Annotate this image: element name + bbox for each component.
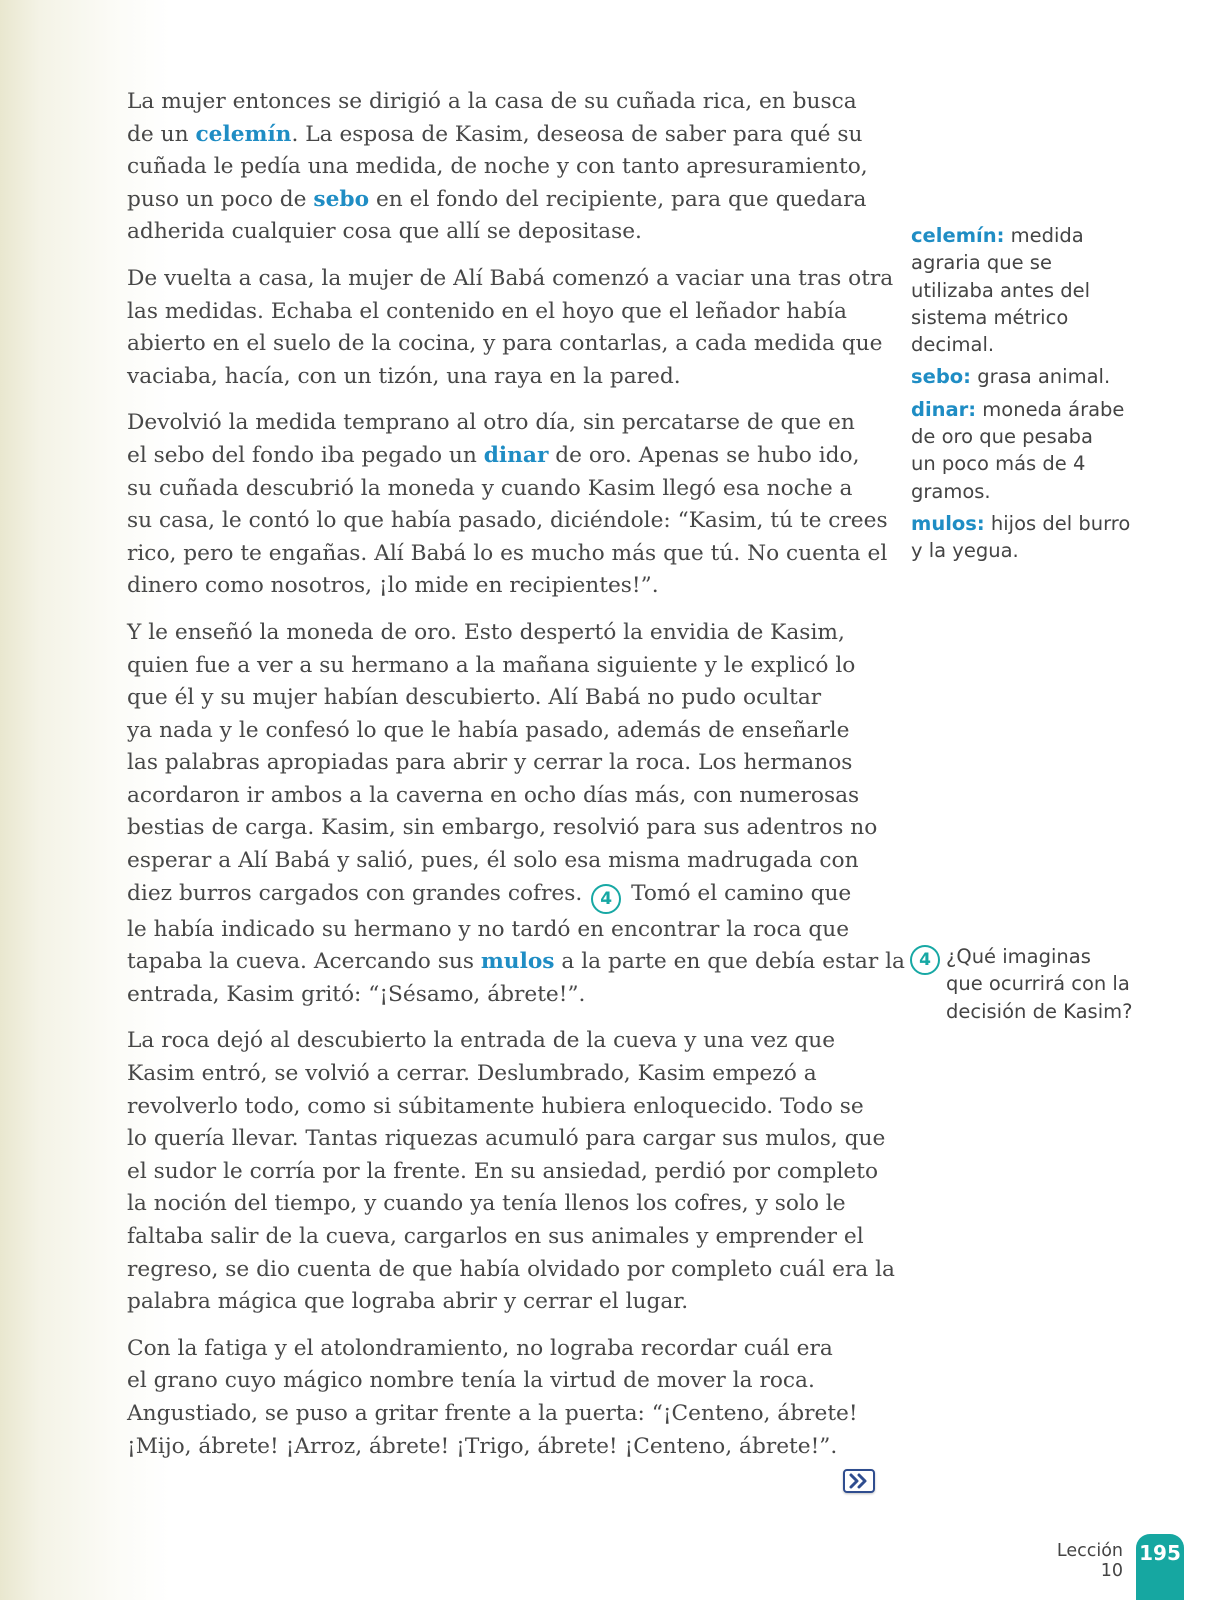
text-span: de un bbox=[127, 121, 196, 147]
paragraph-3 bbox=[127, 407, 888, 603]
text-line: La mujer entonces se dirigió a la casa de su cuñada rica, en busca bbox=[127, 89, 857, 114]
text-line bbox=[127, 440, 879, 473]
text-line: quien fue a ver a su hermano a la mañana siguiente y le explicó lo bbox=[127, 652, 856, 678]
text-span: de oro. Apenas se hubo ido, bbox=[548, 442, 860, 468]
paragraph-4 bbox=[127, 617, 905, 1012]
glossary-term: celemín: bbox=[911, 224, 1005, 247]
text-line: un poco más de 4 bbox=[911, 452, 1086, 476]
glossary-entry-dinar bbox=[911, 396, 1151, 505]
glossary-term-dinar: dinar bbox=[483, 442, 549, 468]
text-line: cuñada le pedía una medida, de noche y con tanto apresuramiento, bbox=[127, 154, 868, 180]
reading-question bbox=[910, 943, 1170, 1025]
text-line: sistema métrico bbox=[911, 305, 1069, 329]
glossary-term-celemin: celemín bbox=[195, 121, 292, 147]
text-line: y la yegua. bbox=[911, 539, 1019, 563]
text-line: ¡Mijo, ábrete! ¡Arroz, ábrete! ¡Trigo, ábrete! ¡Centeno, ábrete!”. bbox=[127, 1433, 838, 1459]
glossary-term: mulos: bbox=[911, 511, 985, 535]
text-line bbox=[127, 946, 905, 979]
text-line: utilizaba antes del bbox=[911, 278, 1091, 302]
lesson-label: Lección 10 bbox=[1056, 1541, 1123, 1581]
text-line bbox=[127, 184, 879, 217]
text-line bbox=[911, 396, 1151, 423]
text-span: el sebo del fondo iba pegado un bbox=[127, 442, 484, 468]
text-line: gramos. bbox=[911, 479, 991, 503]
text-line bbox=[911, 510, 1151, 537]
glossary-term: dinar: bbox=[911, 397, 977, 421]
text-line: Kasim entró, se volvió a cerrar. Deslumbrado, Kasim empezó a bbox=[127, 1061, 817, 1087]
text-line: decimal. bbox=[911, 333, 995, 357]
double-chevron-right-icon bbox=[847, 1472, 871, 1490]
glossary-entry-mulos bbox=[911, 510, 1151, 565]
text-line bbox=[911, 222, 1151, 249]
paragraph-5 bbox=[127, 1025, 895, 1318]
page-number-tab bbox=[1136, 1534, 1184, 1600]
text-line: dinero como nosotros, ¡lo mide en recipientes!”. bbox=[127, 573, 659, 599]
text-line: revolverlo todo, como si súbitamente hubiera enloquecido. Todo se bbox=[127, 1093, 864, 1119]
page-number: 195 bbox=[1139, 1541, 1181, 1565]
text-line bbox=[127, 878, 879, 914]
text-line: su casa, le contó lo que había pasado, diciéndole: “Kasim, tú te crees bbox=[127, 508, 888, 534]
text-line: esperar a Alí Babá y salió, pues, él solo esa misma madrugada con bbox=[127, 848, 859, 874]
text-line: de oro que pesaba bbox=[911, 425, 1093, 449]
story-text bbox=[127, 86, 905, 1477]
next-page-button[interactable] bbox=[843, 1469, 875, 1493]
text-line: faltaba salir de la cueva, cargarlos en sus animales y emprender el bbox=[127, 1224, 864, 1249]
text-line: De vuelta a casa, la mujer de Alí Babá comenzó a vaciar una tras otra bbox=[127, 265, 894, 291]
text-line: agraria que se bbox=[911, 251, 1052, 275]
text-line: Con la fatiga y el atolondramiento, no lograba recordar cuál era bbox=[127, 1335, 833, 1361]
glossary-entry-sebo bbox=[911, 363, 1151, 390]
text-line: las medidas. Echaba el contenido en el hoyo que el leñador había bbox=[127, 298, 847, 324]
text-line bbox=[911, 363, 1151, 390]
text-span: moneda árabe bbox=[976, 397, 1125, 421]
glossary-term: sebo: bbox=[911, 365, 971, 389]
text-line: el sudor le corría por la frente. En su ansiedad, perdió por completo bbox=[127, 1158, 879, 1184]
text-line: Y le enseñó la moneda de oro. Esto despertó la envidia de Kasim, bbox=[127, 619, 845, 645]
text-line: Devolvió la medida temprano al otro día, sin percatarse de que en bbox=[127, 410, 855, 436]
text-line: las palabras apropiadas para abrir y cerrar la roca. Los hermanos bbox=[127, 750, 853, 776]
text-line: le había indicado su hermano y no tardó en encontrar la roca que bbox=[127, 916, 850, 942]
text-span: tapaba la cueva. Acercando sus bbox=[127, 949, 481, 975]
text-span: grasa animal. bbox=[971, 365, 1111, 389]
text-line: que ocurrirá con la bbox=[946, 972, 1130, 996]
text-line: su cuñada descubrió la moneda y cuando Kasim llegó esa noche a bbox=[127, 475, 853, 501]
text-line: palabra mágica que lograba abrir y cerrar el lugar. bbox=[127, 1289, 689, 1315]
text-line: adherida cualquier cosa que allí se depositase. bbox=[127, 219, 642, 245]
text-span: hijos del burro bbox=[984, 511, 1131, 535]
question-marker: 4 bbox=[910, 945, 940, 975]
text-line: regreso, se dio cuenta de que había olvidado por completo cuál era la bbox=[127, 1256, 895, 1282]
glossary-entry-celemin bbox=[911, 222, 1151, 358]
text-span: diez burros cargados con grandes cofres. bbox=[127, 880, 590, 906]
text-span: a la parte en que debía estar la bbox=[554, 949, 905, 975]
paragraph-1 bbox=[127, 86, 879, 249]
text-span: . La esposa de Kasim, deseosa de saber para qué su bbox=[291, 121, 863, 147]
glossary-sidebar bbox=[911, 222, 1151, 570]
question-text bbox=[946, 943, 1170, 1025]
text-line: ya nada y le confesó lo que le había pasado, además de enseñarle bbox=[127, 717, 850, 743]
text-line: decisión de Kasim? bbox=[946, 999, 1133, 1023]
text-line: el grano cuyo mágico nombre tenía la virtud de mover la roca. bbox=[127, 1368, 815, 1394]
glossary-term-mulos: mulos bbox=[480, 949, 555, 975]
text-span: Tomó el camino que bbox=[624, 880, 852, 906]
text-line: abierto en el suelo de la cocina, y para contarlas, a cada medida que bbox=[127, 331, 883, 357]
text-line: la noción del tiempo, y cuando ya tenía llenos los cofres, y solo le bbox=[127, 1191, 846, 1217]
text-line: La roca dejó al descubierto la entrada de la cueva y una vez que bbox=[127, 1028, 836, 1054]
text-span: en el fondo del recipiente, para que quedara bbox=[369, 186, 867, 212]
text-span: medida bbox=[1004, 224, 1084, 247]
paragraph-2 bbox=[127, 263, 894, 393]
text-line: rico, pero te engañas. Alí Babá lo es mucho más que tú. No cuenta el bbox=[127, 540, 888, 566]
text-line: lo quería llevar. Tantas riquezas acumuló para cargar sus mulos, que bbox=[127, 1126, 886, 1152]
text-line: bestias de carga. Kasim, sin embargo, resolvió para sus adentros no bbox=[127, 815, 878, 841]
text-line: que él y su mujer habían descubierto. Alí Babá no pudo ocultar bbox=[127, 685, 822, 711]
text-line: acordaron ir ambos a la caverna en ocho días más, con numerosas bbox=[127, 782, 860, 808]
glossary-term-sebo: sebo bbox=[313, 186, 370, 212]
text-span: puso un poco de bbox=[127, 186, 314, 212]
text-line: ¿Qué imaginas bbox=[946, 945, 1091, 968]
text-line bbox=[127, 119, 879, 152]
text-line: vaciaba, hacía, con un tizón, una raya en la pared. bbox=[127, 363, 681, 389]
text-line: entrada, Kasim gritó: “¡Sésamo, ábrete!”. bbox=[127, 981, 586, 1007]
paragraph-6 bbox=[127, 1333, 879, 1463]
question-marker-inline: 4 bbox=[591, 884, 621, 914]
text-line: Angustiado, se puso a gritar frente a la puerta: “¡Centeno, ábrete! bbox=[127, 1400, 858, 1426]
